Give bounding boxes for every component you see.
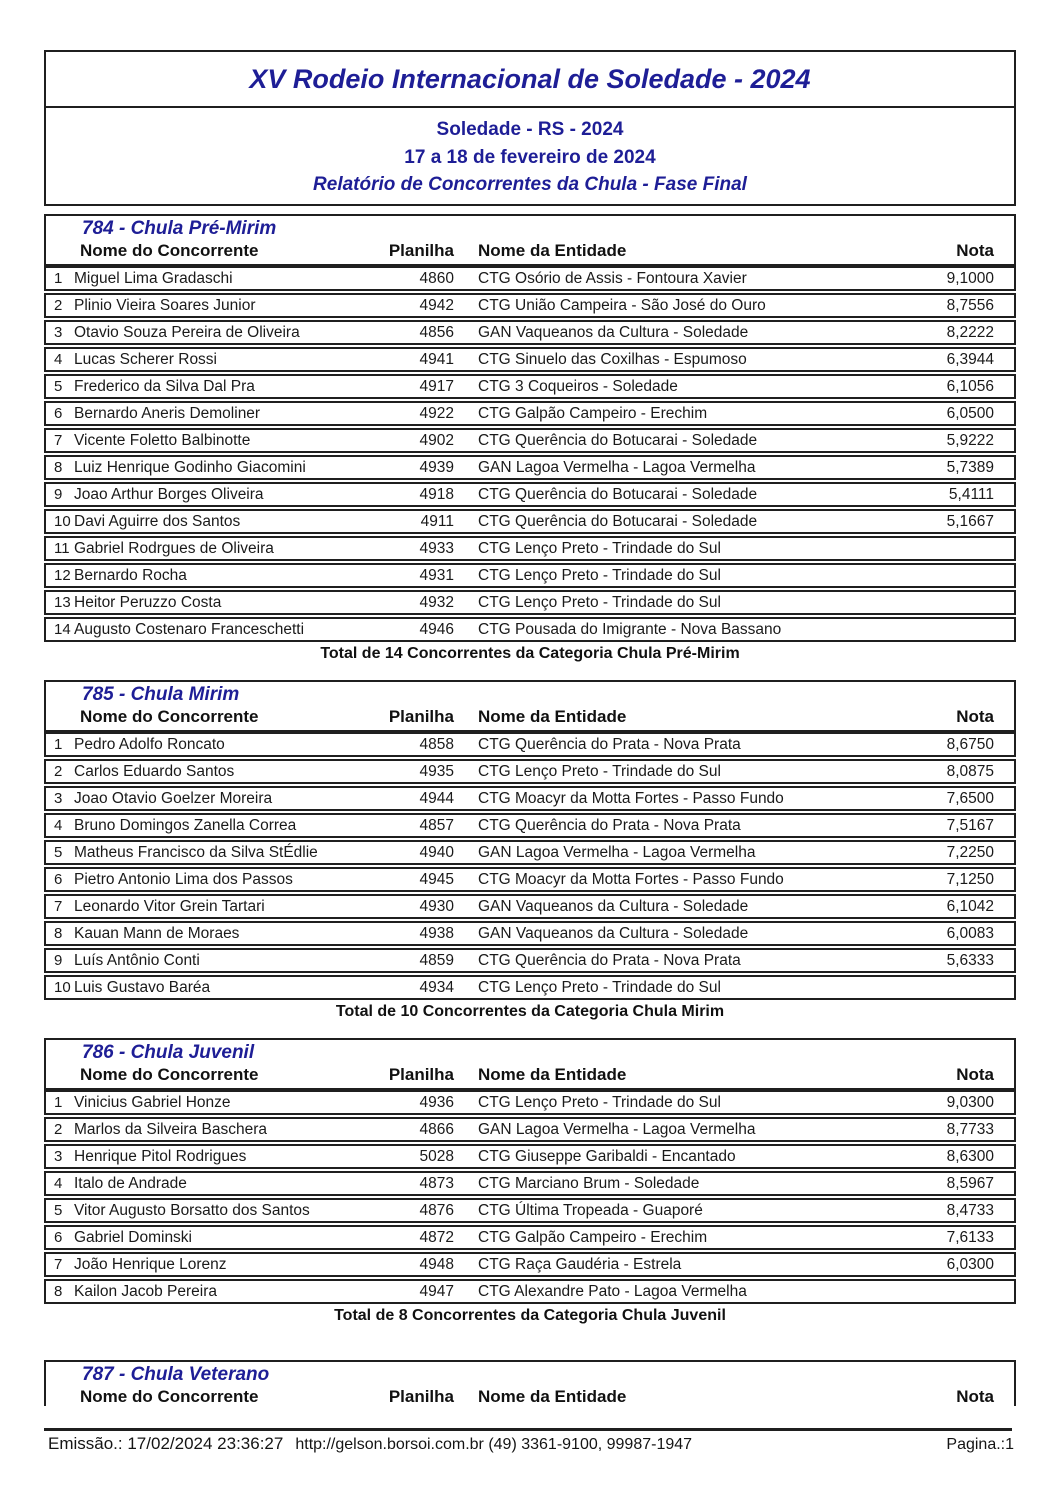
category-section [44,1360,1016,1406]
col-header-entity: Nome da Entidade [478,1387,627,1406]
nota-cell: 6,1056 [946,378,994,395]
category-header-box [44,1038,1016,1090]
nota-cell: 7,1250 [946,871,994,888]
col-header-entity: Nome da Entidade [478,1065,627,1084]
entity-cell: GAN Lagoa Vermelha - Lagoa Vermelha [478,1121,756,1138]
nota-cell: 5,7389 [946,459,994,476]
name-cell: Luís Antônio Conti [74,952,200,969]
planilha-cell: 4933 [419,540,454,557]
planilha-cell: 4945 [419,871,454,888]
name-cell: Gabriel Rodrgues de Oliveira [74,540,274,557]
competitor-row [44,482,1016,507]
report-subtitle-box [44,106,1016,206]
nota-cell: 5,6333 [946,952,994,969]
rank-cell: 4 [54,1175,63,1192]
category-header-box [44,1360,1016,1406]
rank-cell: 1 [54,736,63,753]
competitor-row [44,347,1016,372]
name-cell: Kailon Jacob Pereira [74,1283,218,1300]
entity-cell: CTG Querência do Prata - Nova Prata [478,736,741,753]
entity-cell: CTG Alexandre Pato - Lagoa Vermelha [478,1283,747,1300]
planilha-cell: 4931 [419,567,454,584]
report-footer [44,1428,1016,1454]
competitor-row [44,732,1016,757]
entity-cell: CTG Querência do Botucarai - Soledade [478,486,758,503]
name-cell: Plinio Vieira Soares Junior [74,297,256,314]
competitor-row [44,867,1016,892]
report-page [44,50,1016,1406]
col-header-name: Nome do Concorrente [80,1065,259,1084]
rank-cell: 4 [54,351,63,368]
name-cell: Joao Otavio Goelzer Moreira [74,790,273,807]
nota-cell: 6,0300 [946,1256,994,1273]
competitor-row [44,617,1016,642]
nota-cell: 6,0500 [946,405,994,422]
rank-cell: 2 [54,297,63,314]
competitor-row [44,1090,1016,1115]
col-header-planilha: Planilha [388,707,454,726]
nota-cell: 6,0083 [946,925,994,942]
entity-cell: CTG Querência do Botucarai - Soledade [478,513,758,530]
competitor-row [44,840,1016,865]
name-cell: Leonardo Vitor Grein Tartari [74,898,265,915]
category-total: Total de 8 Concorrentes da Categoria Chula Juvenil [334,1307,726,1324]
nota-cell: 7,2250 [946,844,994,861]
category-total: Total de 10 Concorrentes da Categoria Chula Mirim [335,1003,725,1020]
rank-cell: 7 [54,898,63,915]
name-cell: Lucas Scherer Rossi [74,351,218,368]
competitor-row [44,266,1016,291]
col-header-planilha: Planilha [388,1065,454,1084]
page-number: Pagina.:1 [946,1436,1014,1453]
planilha-cell: 4946 [419,621,454,638]
nota-cell: 5,9222 [946,432,994,449]
planilha-cell: 4860 [419,270,454,287]
rank-cell: 2 [54,1121,63,1138]
rank-cell: 7 [54,1256,63,1273]
rank-cell: 6 [54,1229,63,1246]
planilha-cell: 4936 [419,1094,454,1111]
category-header-box [44,214,1016,266]
col-header-nota: Nota [956,707,994,726]
col-header-nota: Nota [956,1387,994,1406]
name-cell: João Henrique Lorenz [74,1256,227,1273]
planilha-cell: 4922 [419,405,454,422]
rank-cell: 4 [54,817,63,834]
col-header-entity: Nome da Entidade [478,707,627,726]
sections-container [44,214,1016,1406]
nota-cell: 8,7556 [946,297,994,314]
entity-cell: CTG Moacyr da Motta Fortes - Passo Fundo [478,871,784,888]
nota-cell: 8,6300 [946,1148,994,1165]
planilha-cell: 4857 [419,817,454,834]
competitor-row [44,374,1016,399]
category-title: 787 - Chula Veterano [82,1364,270,1385]
planilha-cell: 4948 [419,1256,454,1273]
competitor-row [44,1198,1016,1223]
report-location: Soledade - RS - 2024 [436,119,624,140]
category-section [44,1038,1016,1326]
entity-cell: GAN Vaqueanos da Cultura - Soledade [478,324,749,341]
name-cell: Henrique Pitol Rodrigues [74,1148,247,1165]
column-header-row [46,706,1014,728]
competitor-row [44,536,1016,561]
competitor-row [44,1279,1016,1304]
planilha-cell: 4947 [419,1283,454,1300]
competitor-row [44,428,1016,453]
entity-cell: CTG Lenço Preto - Trindade do Sul [478,763,721,780]
planilha-cell: 4872 [419,1229,454,1246]
nota-cell: 5,1667 [946,513,994,530]
planilha-cell: 4856 [419,324,454,341]
nota-cell: 6,1042 [946,898,994,915]
rank-cell: 5 [54,1202,63,1219]
name-cell: Matheus Francisco da Silva StÉdlie [74,844,318,861]
competitor-row [44,921,1016,946]
nota-cell: 6,3944 [946,351,994,368]
nota-cell: 7,6133 [946,1229,994,1246]
report-dates: 17 a 18 de fevereiro de 2024 [404,147,656,168]
entity-cell: CTG Querência do Botucarai - Soledade [478,432,758,449]
rank-cell: 12 [54,567,71,584]
entity-cell: CTG Marciano Brum - Soledade [478,1175,700,1192]
rank-cell: 5 [54,378,63,395]
entity-cell: GAN Vaqueanos da Cultura - Soledade [478,898,749,915]
entity-cell: CTG Querência do Prata - Nova Prata [478,817,741,834]
name-cell: Italo de Andrade [74,1175,187,1192]
entity-cell: CTG 3 Coqueiros - Soledade [478,378,678,395]
report-name: Relatório de Concorrentes da Chula - Fase Final [313,174,747,195]
planilha-cell: 4866 [419,1121,454,1138]
planilha-cell: 4932 [419,594,454,611]
nota-cell: 7,6500 [946,790,994,807]
rank-cell: 8 [54,925,63,942]
nota-cell: 8,2222 [946,324,994,341]
entity-cell: CTG Lenço Preto - Trindade do Sul [478,979,721,996]
planilha-cell: 4873 [419,1175,454,1192]
name-cell: Luis Gustavo Baréa [74,979,211,996]
competitor-row [44,1171,1016,1196]
planilha-cell: 4934 [419,979,454,996]
name-cell: Bernardo Rocha [74,567,187,584]
entity-cell: CTG Galpão Campeiro - Erechim [478,1229,708,1246]
col-header-entity: Nome da Entidade [478,241,627,260]
emission-timestamp: Emissão.: 17/02/2024 23:36:27 [48,1434,284,1453]
entity-cell: CTG Raça Gaudéria - Estrela [478,1256,682,1273]
planilha-cell: 4941 [419,351,454,368]
rank-cell: 3 [54,324,63,341]
planilha-cell: 4939 [419,459,454,476]
rank-cell: 5 [54,844,63,861]
planilha-cell: 4876 [419,1202,454,1219]
footer-contact-url: http://gelson.borsoi.com.br (49) 3361-9100, 99987-1947 [295,1436,693,1453]
name-cell: Vicente Foletto Balbinotte [74,432,251,449]
name-cell: Augusto Costenaro Franceschetti [74,621,305,638]
planilha-cell: 4942 [419,297,454,314]
competitor-row [44,455,1016,480]
nota-cell: 5,4111 [948,486,994,503]
rank-cell: 3 [54,790,63,807]
column-header-row [46,1064,1014,1086]
planilha-cell: 4911 [420,513,454,530]
entity-cell: CTG Osório de Assis - Fontoura Xavier [478,270,747,287]
competitor-row [44,320,1016,345]
name-cell: Frederico da Silva Dal Pra [74,378,255,395]
entity-cell: CTG Querência do Prata - Nova Prata [478,952,741,969]
planilha-cell: 4918 [419,486,454,503]
competitor-row [44,786,1016,811]
rank-cell: 6 [54,405,63,422]
entity-cell: CTG Sinuelo das Coxilhas - Espumoso [478,351,747,368]
planilha-cell: 4944 [419,790,454,807]
rank-cell: 8 [54,1283,63,1300]
name-cell: Kauan Mann de Moraes [74,925,240,942]
entity-cell: CTG Lenço Preto - Trindade do Sul [478,567,721,584]
col-header-planilha: Planilha [388,1387,454,1406]
name-cell: Bruno Domingos Zanella Correa [74,817,297,834]
rows-container [44,732,1016,1000]
nota-cell: 8,6750 [946,736,994,753]
entity-cell: GAN Lagoa Vermelha - Lagoa Vermelha [478,459,756,476]
planilha-cell: 4859 [419,952,454,969]
nota-cell: 7,5167 [946,817,994,834]
planilha-cell: 5028 [419,1148,454,1165]
name-cell: Davi Aguirre dos Santos [74,513,241,530]
rank-cell: 11 [54,540,70,557]
competitor-row [44,1225,1016,1250]
planilha-cell: 4930 [419,898,454,915]
competitor-row [44,401,1016,426]
name-cell: Joao Arthur Borges Oliveira [74,486,264,503]
name-cell: Luiz Henrique Godinho Giacomini [74,459,306,476]
rank-cell: 6 [54,871,63,888]
category-total: Total de 14 Concorrentes da Categoria Chula Pré-Mirim [320,645,740,662]
entity-cell: GAN Vaqueanos da Cultura - Soledade [478,925,749,942]
rank-cell: 10 [54,979,71,996]
nota-cell: 8,5967 [946,1175,994,1192]
category-header-box [44,680,1016,732]
nota-cell: 9,1000 [946,270,994,287]
rank-cell: 2 [54,763,63,780]
name-cell: Carlos Eduardo Santos [74,763,235,780]
entity-cell: CTG Moacyr da Motta Fortes - Passo Fundo [478,790,784,807]
name-cell: Heitor Peruzzo Costa [74,594,222,611]
competitor-row [44,563,1016,588]
entity-cell: CTG Pousada do Imigrante - Nova Bassano [478,621,782,638]
name-cell: Pedro Adolfo Roncato [74,736,225,753]
planilha-cell: 4902 [419,432,454,449]
competitor-row [44,975,1016,1000]
competitor-row [44,509,1016,534]
entity-cell: CTG Lenço Preto - Trindade do Sul [478,594,721,611]
competitor-row [44,759,1016,784]
name-cell: Gabriel Dominski [74,1229,193,1246]
rank-cell: 1 [54,1094,63,1111]
name-cell: Marlos da Silveira Baschera [74,1121,267,1138]
col-header-nota: Nota [956,1065,994,1084]
name-cell: Vitor Augusto Borsatto dos Santos [74,1202,310,1219]
rank-cell: 7 [54,432,63,449]
name-cell: Miguel Lima Gradaschi [74,270,233,287]
category-title: 784 - Chula Pré-Mirim [82,218,277,239]
col-header-nota: Nota [956,241,994,260]
competitor-row [44,590,1016,615]
planilha-cell: 4940 [419,844,454,861]
rank-cell: 1 [54,270,63,287]
rank-cell: 13 [54,594,71,611]
col-header-name: Nome do Concorrente [80,241,259,260]
rank-cell: 9 [54,486,63,503]
planilha-cell: 4935 [419,763,454,780]
nota-cell: 8,0875 [946,763,994,780]
entity-cell: CTG União Campeira - São José do Ouro [478,297,766,314]
col-header-name: Nome do Concorrente [80,707,259,726]
competitor-row [44,1144,1016,1169]
entity-cell: GAN Lagoa Vermelha - Lagoa Vermelha [478,844,756,861]
category-title: 785 - Chula Mirim [82,684,240,705]
rank-cell: 8 [54,459,63,476]
report-title-box [44,50,1016,108]
entity-cell: CTG Giuseppe Garibaldi - Encantado [478,1148,736,1165]
category-section [44,680,1016,1022]
column-header-row [46,240,1014,262]
rows-container [44,1090,1016,1304]
name-cell: Otavio Souza Pereira de Oliveira [74,324,300,341]
name-cell: Vinicius Gabriel Honze [74,1094,231,1111]
column-header-row [46,1386,1014,1406]
category-section [44,214,1016,664]
category-title: 786 - Chula Juvenil [82,1042,255,1063]
nota-cell: 9,0300 [946,1094,994,1111]
competitor-row [44,1252,1016,1277]
competitor-row [44,813,1016,838]
competitor-row [44,894,1016,919]
planilha-cell: 4938 [419,925,454,942]
planilha-cell: 4858 [419,736,454,753]
entity-cell: CTG Lenço Preto - Trindade do Sul [478,1094,721,1111]
col-header-planilha: Planilha [388,241,454,260]
planilha-cell: 4917 [419,378,454,395]
competitor-row [44,1117,1016,1142]
rank-cell: 3 [54,1148,63,1165]
rows-container [44,266,1016,642]
rank-cell: 14 [54,621,71,638]
name-cell: Pietro Antonio Lima dos Passos [74,871,293,888]
competitor-row [44,293,1016,318]
entity-cell: CTG Lenço Preto - Trindade do Sul [478,540,721,557]
entity-cell: CTG Galpão Campeiro - Erechim [478,405,708,422]
rank-cell: 9 [54,952,63,969]
nota-cell: 8,7733 [946,1121,994,1138]
entity-cell: CTG Última Tropeada - Guaporé [478,1202,703,1219]
name-cell: Bernardo Aneris Demoliner [74,405,261,422]
nota-cell: 8,4733 [946,1202,994,1219]
col-header-name: Nome do Concorrente [80,1387,259,1406]
report-title: XV Rodeio Internacional de Soledade - 2024 [249,63,811,94]
rank-cell: 10 [54,513,71,530]
competitor-row [44,948,1016,973]
